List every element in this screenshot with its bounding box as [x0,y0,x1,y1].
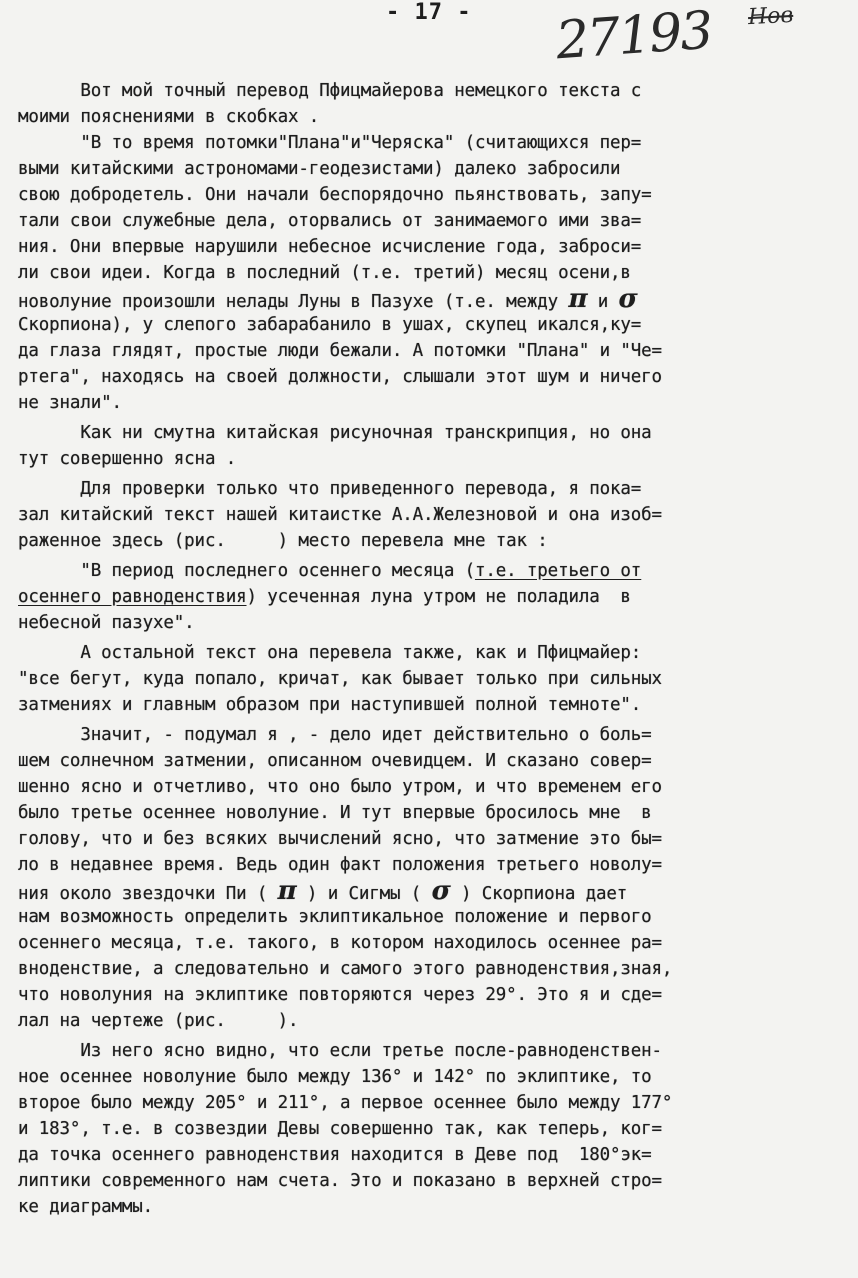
text-line: лал на чертеже (рис. ). [18,1011,299,1031]
text-line: шем солнечном затмении, описанном очевидцем. И сказано совер= [18,751,652,771]
text-line: Для проверки только что приведенного перевода, я пока= [18,479,642,499]
text-line: раженное здесь (рис. ) место перевела мне так : [18,531,548,551]
text-line: да точка осеннего равноденствия находится в Деве под 180°эк= [18,1145,652,1165]
text-line: нам возможность определить эклиптикальное положение и первого [18,907,652,927]
text-line: ло в недавнее время. Ведь один факт положения третьего новолу= [18,855,662,875]
text-line: затмениях и главным образом при наступившей полной темноте". [18,695,642,715]
text-line: небесной пазухе". [18,613,195,633]
text-line: шенно ясно и отчетливо, что оно было утром, и что временем его [18,777,662,797]
text-line: и 183°, т.е. в созвездии Девы совершенно так, как теперь, ког= [18,1119,662,1139]
text-line: Из него ясно видно, что если третье после-равноденствен- [18,1041,662,1061]
text-line: липтики современного нам счета. Это и показано в верхней стро= [18,1171,662,1191]
handwritten-sigma-symbol: σ [431,876,451,906]
text-line: ния около звездочки Пи ( π ) и Сигмы ( σ ) Скорпиона дает [18,876,628,906]
text-line: Значит, - подумал я , - дело идет действительно о боль= [18,725,652,745]
text-line: да глаза глядят, простые люди бежали. А потомки "Плана" и "Че= [18,341,662,361]
text-line: новолуние произошли нелады Луны в Пазухе (т.е. между π и σ [18,284,638,314]
handwritten-pi-symbol: π [568,284,588,314]
struck-out-handwritten-mark: Нов [747,2,794,31]
text-line: не знали". [18,393,122,413]
handwritten-pi-symbol: π [277,876,297,906]
text-line: А остальной текст она перевела также, как и Пфицмайер: [18,643,642,663]
text-line: вноденствие, а следовательно и самого этого равноденствия,зная, [18,959,673,979]
text-line: было третье осеннее новолуние. И тут впервые бросилось мне в [18,803,652,823]
text-line: тут совершенно ясна . [18,449,237,469]
text-line: второе было между 205° и 211°, а первое осеннее было между 177° [18,1093,673,1113]
underlined-phrase: осеннего равноденствия [18,587,247,607]
text-line: тали свои служебные дела, оторвались от занимаемого ими зва= [18,211,642,231]
page-number: - 17 - [386,0,472,25]
text-line: осеннего месяца, т.е. такого, в котором находилось осеннее ра= [18,933,662,953]
text-line: "все бегут, куда попало, кричат, как бывает только при сильных [18,669,662,689]
text-line: ния. Они впервые нарушили небесное исчисление года, заброси= [18,237,642,257]
text-line: "В период последнего осеннего месяца (т.е. третьего от [18,561,642,581]
text-line: "В то время потомки"Плана"и"Черяска" (считающихся пер= [18,133,642,153]
text-line: ртега", находясь на своей должности, слышали этот шум и ничего [18,367,662,387]
text-line: зал китайский текст нашей китаистке А.А.Железновой и она изоб= [18,505,662,525]
text-line: ли свои идеи. Когда в последний (т.е. третий) месяц осени,в [18,263,631,283]
text-line: ке диаграммы. [18,1197,154,1217]
text-line: Вот мой точный перевод Пфицмайерова немецкого текста с [18,81,642,101]
underlined-phrase: т.е. третьего от [474,561,642,581]
typewritten-text-body [18,78,840,1220]
text-line: голову, что и без всяких вычислений ясно, что затмение это бы= [18,829,662,849]
text-line: Скорпиона), у слепого забарабанило в ушах, скупец икался,ку= [18,315,642,335]
text-line: выми китайскими астрономами-геодезистами) далеко забросили [18,159,621,179]
text-line: ное осеннее новолуние было между 136° и 142° по эклиптике, то [18,1067,652,1087]
text-line: что новолуния на эклиптике повторяются через 29°. Это я и сде= [18,985,662,1005]
text-line: свою добродетель. Они начали беспорядочно пьянствовать, запу= [18,185,652,205]
text-line: осеннего равноденствия) усеченная луна утром не поладила в [18,587,631,607]
archive-number-handwritten: 27193 [554,0,714,72]
handwritten-sigma-symbol: σ [618,284,638,314]
text-line: Как ни смутна китайская рисуночная транскрипция, но она [18,423,652,443]
text-line: моими пояснениями в скобках . [18,107,320,127]
